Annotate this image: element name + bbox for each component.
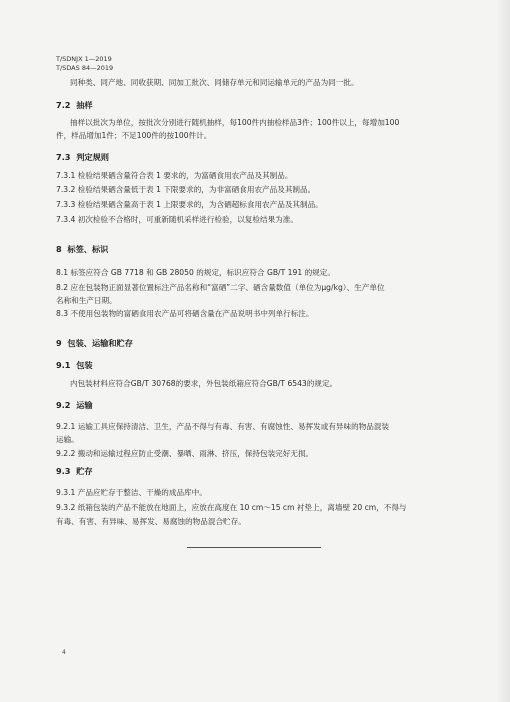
clause-7-3-2: 7.3.2 检验结果硒含量低于表 1 下限要求的，为非富硒食用农产品及其制品。 [56, 185, 316, 194]
sampling-paragraph-line-2: 件，样品增加1件；不足100件的按100件计。 [56, 131, 212, 140]
clause-7-3-4: 7.3.4 初次检验不合格时，可重新随机采样进行检验，以复检结果为准。 [56, 215, 298, 224]
section-7-2-heading [56, 100, 93, 111]
section-number: 7.2 [56, 100, 71, 110]
section-title: 运输 [76, 400, 93, 410]
section-title: 抽样 [76, 100, 93, 110]
clause-9-3-2-line-1: 9.3.2 纸箱包装的产品不能放在地面上，应放在高度在 10 cm～15 cm 衬垫上，离墙壁 20 cm，不得与 [56, 503, 407, 512]
section-number: 9.3 [56, 466, 71, 476]
clause-9-2-1-line-2: 运输。 [56, 435, 79, 444]
section-number: 9.2 [56, 400, 71, 410]
section-8-heading [56, 244, 108, 255]
clause-9-2-2: 9.2.2 搬动和运输过程应防止受潮、暴晒、雨淋、挤压，保持包装完好无损。 [56, 449, 314, 458]
section-number: 7.3 [56, 152, 71, 162]
section-9-1-heading [56, 360, 93, 371]
section-9-2-heading [56, 400, 93, 411]
section-title: 包装、运输和贮存 [67, 338, 133, 348]
end-of-text-rule [187, 547, 321, 548]
section-number: 9 [56, 338, 62, 348]
section-title: 判定规则 [76, 152, 109, 162]
section-number: 9.1 [56, 360, 71, 370]
standard-number-2: T/SDAS 84—2019 [56, 64, 114, 72]
clause-9-3-1: 9.3.1 产品应贮存于整洁、干燥的成品库中。 [56, 488, 207, 497]
section-7-3-heading [56, 152, 109, 163]
section-title: 贮存 [76, 466, 93, 476]
clause-8-3: 8.3 不使用包装物的富硒食用农产品可将硒含量在产品说明书中列单行标注。 [56, 309, 314, 318]
section-9-3-heading [56, 466, 93, 477]
clause-7-3-3: 7.3.3 检验结果硒含量高于表 1 上限要求的，为含硒超标食用农产品及其制品。 [56, 200, 323, 209]
page-number: 4 [62, 649, 66, 656]
clause-9-3-2-line-2: 有毒、有害、有异味、易挥发、易腐蚀的物品混合贮存。 [56, 517, 246, 526]
standard-number-1: T/SDNJX 1—2019 [56, 55, 112, 63]
clause-8-1: 8.1 标签应符合 GB 7718 和 GB 28050 的规定，标识应符合 GB/T 191 的规定。 [56, 268, 335, 277]
sampling-paragraph-line-1: 抽样以批次为单位，按批次分别进行随机抽样，每100件内抽检样品3件；100件以上，每增加100 [70, 118, 400, 127]
section-number: 8 [56, 244, 62, 254]
clause-9-2-1-line-1: 9.2.1 运输工具应保持清洁、卫生，产品不得与有毒、有害、有腐蚀性、易挥发或有异味的物品混装 [56, 422, 390, 431]
page-edge-shadow [496, 0, 510, 702]
batch-definition-line: 同种类、同产地、同收获期、同加工批次、同储存单元和同运输单元的产品为同一批。 [70, 78, 359, 87]
section-title: 包装 [76, 360, 93, 370]
clause-7-3-1: 7.3.1 检验结果硒含量符合表 1 要求的，为富硒食用农产品及其制品。 [56, 171, 293, 180]
clause-8-2-line-2: 名称和生产日期。 [56, 296, 117, 305]
clause-8-2-line-1: 8.2 应在包装物正面显著位置标注产品名称和“富硒”二字、硒含量数值（单位为μg/kg）、生产单位 [56, 283, 385, 292]
section-title: 标签、标识 [67, 244, 109, 254]
section-9-heading [56, 338, 133, 349]
packaging-paragraph: 内包装材料应符合GB/T 30768的要求，外包装纸箱应符合GB/T 6543的规定。 [70, 379, 338, 388]
